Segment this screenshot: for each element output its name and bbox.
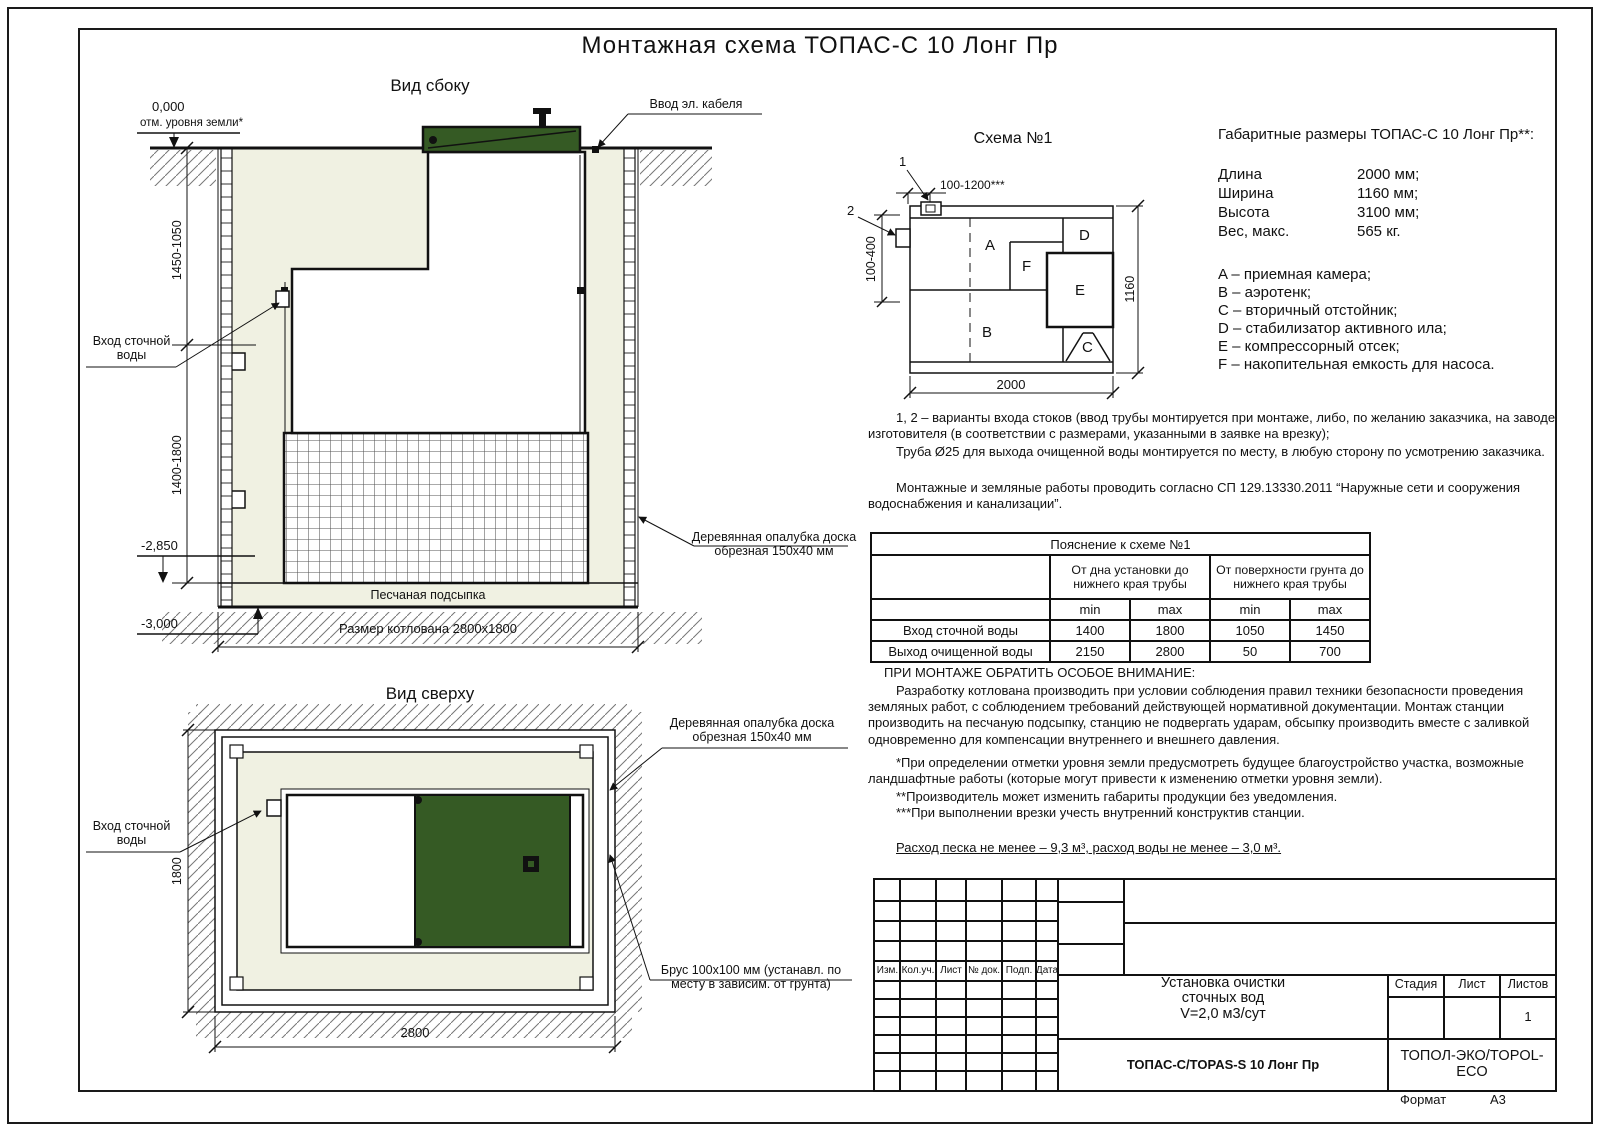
spec-value-weight: 565 кг. [1357, 223, 1401, 240]
schema-dim-length: 2000 [996, 377, 1026, 392]
attention-title: ПРИ МОНТАЖЕ ОБРАТИТЬ ОСОБОЕ ВНИМАНИЕ: [884, 665, 1196, 680]
top-inlet-label: Вход сточной воды [92, 819, 171, 848]
spec-value-height: 3100 мм; [1357, 204, 1420, 221]
spec-value-length: 2000 мм; [1357, 166, 1420, 183]
spec-label-length: Длина [1218, 166, 1262, 183]
legend-e: E – компрессорный отсек; [1218, 338, 1400, 355]
top-formwork-label: Деревянная опалубка доска обрезная 150х40 мм [669, 716, 835, 745]
table-group-2: От поверхности грунта до нижнего края трубы [1210, 555, 1370, 599]
stamp-col-data: Дата [1035, 965, 1059, 976]
attention-star3: ***При выполнении врезки учесть внутренний конструктив станции. [896, 805, 1305, 820]
table-row: Выход очищенной воды 2150 2800 50 700 [871, 641, 1370, 662]
inlet-stub-top [267, 800, 281, 816]
stamp-company: ТОПОЛ-ЭКО/TOPOL-ECO [1400, 1048, 1544, 1080]
attention-paragraph: Разработку котлована производить при условии соблюдения правил техники безопасности проведения земляных работ, с соблюдением требований действующей нормативной документации. Монтаж станции производить на песчаную подсыпку, станцию не подвергать ударам, обсыпку производить вместе с заливкой одновременно для компенсации внутреннего и внешнего давления. [868, 683, 1530, 747]
ground-level-note: отм. уровня земли* [140, 117, 244, 129]
section-b: B [982, 324, 993, 341]
format-value: А3 [1490, 1092, 1506, 1107]
note-outlet-pipe: Труба Ø25 для выхода очищенной воды монтируется по месту, в любую сторону по усмотрению заказчика. [896, 444, 1545, 459]
cable-entry-label: Ввод эл. кабеля [649, 97, 743, 111]
mark-2850: -2,850 [141, 538, 178, 553]
stamp-sheet-label: Лист [1458, 977, 1486, 992]
inlet-stub [276, 291, 289, 307]
top-view-drawing [86, 704, 852, 1053]
dim-upper-depth: 1450-1050 [169, 220, 184, 281]
table-max-2: max [1290, 599, 1370, 620]
page-title: Монтажная схема ТОПАС-С 10 Лонг Пр [581, 32, 1059, 59]
spec-value-width: 1160 мм; [1357, 185, 1419, 202]
note-regulations: Монтажные и земляные работы проводить согласно СП 129.13330.2011 “Наружные сети и сооружения водоснабжения и канализации”. [868, 480, 1521, 512]
schema-marker-1: 1 [899, 154, 907, 169]
beam-label: Брус 100х100 мм (устанавл. по месту в зависим. от грунта) [660, 963, 842, 992]
side-inlet-label: Вход сточной воды [92, 334, 171, 363]
stamp-model: ТОПАС-С/TOPAS-S 10 Лонг Пр [1126, 1056, 1320, 1072]
doc-title-line3: V=2,0 м3/сут [1180, 1006, 1266, 1023]
side-formwork-label: Деревянная опалубка доска обрезная 150х40 мм [691, 530, 857, 559]
spec-label-width: Ширина [1218, 185, 1274, 202]
side-view-drawing [86, 108, 848, 653]
schema-inlet-2 [896, 229, 910, 247]
mark-3000: -3,000 [141, 616, 178, 631]
section-d: D [1079, 227, 1090, 244]
table-min-2: min [1210, 599, 1290, 620]
legend-b: B – аэротенк; [1218, 284, 1312, 301]
spec-label-weight: Вес, макс. [1218, 223, 1290, 240]
table-title: Пояснение к схеме №1 [871, 533, 1370, 555]
sand-bedding-label: Песчаная подсыпка [370, 588, 486, 602]
note-inlet-variants: 1, 2 – варианты входа стоков (ввод трубы монтируется при монтаже, либо, по желанию заказчика, на заводе изготовителя (в соответствии с размерами, указанными в заявке на врезку); [868, 410, 1556, 442]
stamp-col-izm: Изм. [876, 965, 899, 976]
stamp-col-ndok: № док. [967, 965, 1001, 976]
stamp-col-list: Лист [940, 965, 962, 976]
stamp-stage-label: Стадия [1394, 977, 1438, 992]
side-view-title: Вид сбоку [390, 76, 470, 95]
formwork-right [624, 148, 635, 607]
zero-mark: 0,000 [152, 99, 185, 114]
legend-a: A – приемная камера; [1218, 266, 1372, 283]
table-min-1: min [1050, 599, 1130, 620]
consumption-note: Расход песка не менее – 9,3 м³, расход воды не менее – 3,0 м³. [896, 840, 1282, 855]
dim-pit-depth: 1800 [169, 857, 184, 886]
section-c: C [1082, 339, 1093, 356]
dim-lower-depth: 1400-1800 [169, 435, 184, 496]
legend-d: D – стабилизатор активного ила; [1218, 320, 1447, 337]
cable-entry-point [592, 146, 599, 153]
top-view-title: Вид сверху [385, 684, 475, 703]
table-row: Вход сточной воды 1400 1800 1050 1450 [871, 620, 1370, 641]
stamp-sheets-value: 1 [1524, 1008, 1532, 1024]
schema-title: Схема №1 [973, 130, 1053, 147]
pit-size-label: Размер котлована 2800х1800 [338, 621, 518, 636]
legend-c: C – вторичный отстойник; [1218, 302, 1398, 319]
spec-label-height: Высота [1218, 204, 1270, 221]
schema-dim-inlet-offset: 100-1200*** [940, 178, 1005, 192]
gravel-backfill [284, 433, 588, 583]
section-a: A [985, 237, 996, 254]
schema1-drawing [858, 170, 1144, 399]
schema-dim-inlet-depth: 100-400 [863, 236, 878, 283]
doc-title-line1: Установка очистки [1160, 975, 1286, 992]
specs-title: Габаритные размеры ТОПАС-С 10 Лонг Пр**: [1218, 126, 1535, 143]
attention-star2: **Производитель может изменить габариты продукции без уведомления. [896, 789, 1338, 804]
dim-pit-width: 2800 [400, 1025, 430, 1040]
format-label: Формат [1400, 1092, 1447, 1107]
schema-explanation-table [870, 532, 1371, 663]
stamp-col-koluch: Кол.уч. [901, 965, 935, 976]
section-e: E [1075, 282, 1086, 299]
title-block [873, 878, 1557, 1092]
schema-dim-width: 1160 [1122, 275, 1137, 303]
tank-top-lid [415, 795, 570, 947]
stamp-sheets-label: Листов [1507, 977, 1549, 992]
stamp-col-podp: Подп. [1005, 965, 1033, 976]
section-f: F [1022, 258, 1032, 275]
table-max-1: max [1130, 599, 1210, 620]
formwork-left [221, 148, 232, 607]
attention-star1: *При определении отметки уровня земли предусмотреть будущее благоустройство участка, возможные ландшафтные работы (которые могут привести к изменению отметки уровня земли). [868, 755, 1524, 787]
table-group-1: От дна установки до нижнего края трубы [1050, 555, 1210, 599]
doc-title-line2: сточных вод [1181, 990, 1265, 1007]
legend-f: F – накопительная емкость для насоса. [1218, 356, 1495, 373]
schema-marker-2: 2 [847, 203, 855, 218]
